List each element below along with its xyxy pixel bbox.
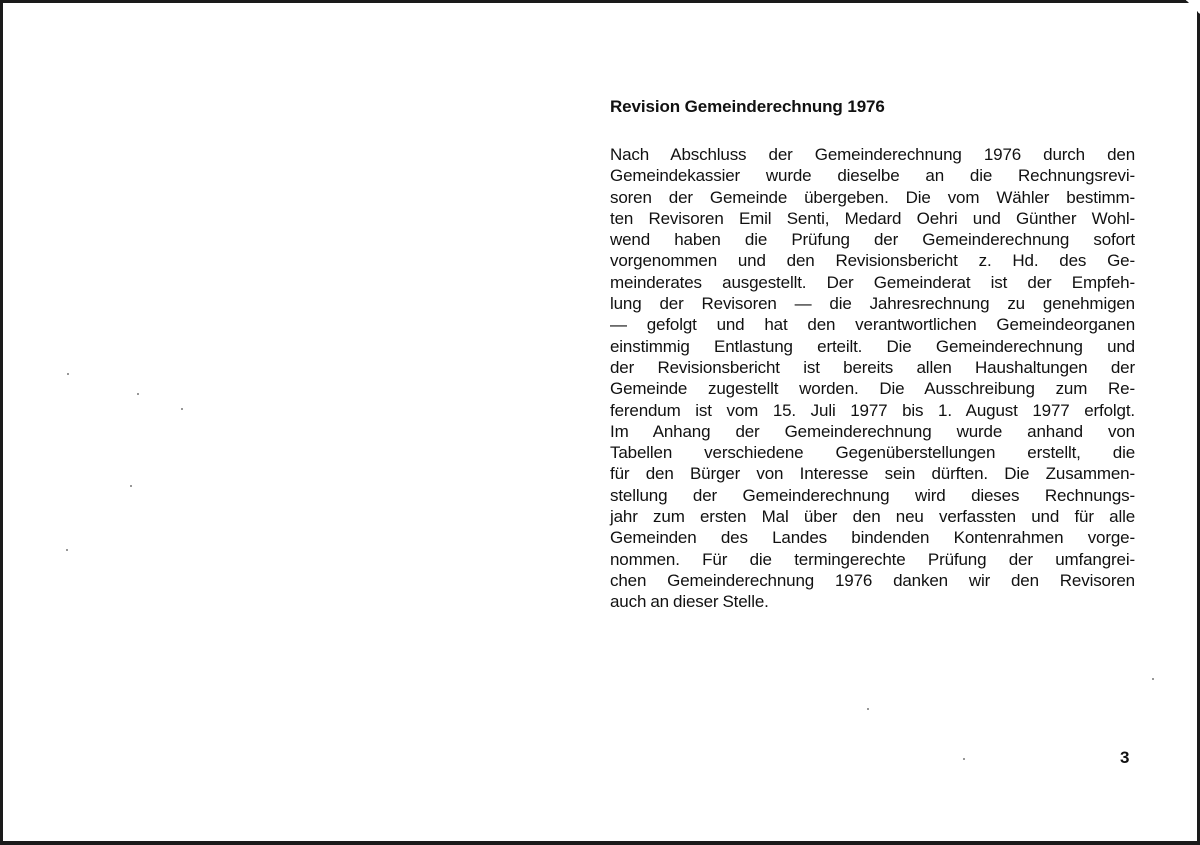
scan-speck	[67, 373, 69, 375]
body-line: wend haben die Prüfung der Gemeinderechnung sofort	[610, 230, 1135, 250]
body-line: nommen. Für die termingerechte Prüfung der umfangrei-	[610, 549, 1135, 569]
article-title: Revision Gemeinderechnung 1976	[610, 97, 885, 116]
body-line: auch an dieser Stelle.	[610, 592, 769, 612]
body-line: chen Gemeinderechnung 1976 danken wir den Revisoren	[610, 570, 1135, 590]
article	[610, 96, 1135, 613]
body-line: stellung der Gemeinderechnung wird dieses Rechnungs-	[610, 485, 1135, 505]
scan-speck	[1152, 678, 1154, 680]
page-number: 3	[1120, 748, 1130, 767]
body-line: Gemeinde zugestellt worden. Die Ausschreibung zum Re-	[610, 379, 1135, 399]
body-line: Gemeindekassier wurde dieselbe an die Rechnungsrevi-	[610, 166, 1135, 186]
body-line: meinderates ausgestellt. Der Gemeinderat ist der Empfeh-	[610, 272, 1135, 292]
scan-speck	[137, 393, 139, 395]
body-line: jahr zum ersten Mal über den neu verfassten und für alle	[610, 507, 1135, 527]
body-line: Tabellen verschiedene Gegenüberstellungen erstellt, die	[610, 443, 1135, 463]
scan-speck	[867, 708, 869, 710]
body-line: ten Revisoren Emil Senti, Medard Oehri und Günther Wohl-	[610, 208, 1135, 228]
body-line: Gemeinden des Landes bindenden Kontenrahmen vorge-	[610, 528, 1135, 548]
body-line: einstimmig Entlastung erteilt. Die Gemeinderechnung und	[610, 336, 1135, 356]
scan-speck	[66, 549, 68, 551]
body-line: lung der Revisoren — die Jahresrechnung zu genehmigen	[610, 294, 1135, 314]
body-line: Nach Abschluss der Gemeinderechnung 1976 durch den	[610, 145, 1135, 164]
body-line: der Revisionsbericht ist bereits allen Haushaltungen der	[610, 357, 1135, 377]
scan-speck	[130, 485, 132, 487]
body-line: — gefolgt und hat den verantwortlichen Gemeindeorganen	[610, 315, 1135, 335]
body-line: für den Bürger von Interesse sein dürften. Die Zusammen-	[610, 464, 1135, 484]
body-line: Im Anhang der Gemeinderechnung wurde anhand von	[610, 421, 1135, 441]
page-corner	[1186, 0, 1200, 14]
body-line: soren der Gemeinde übergeben. Die vom Wähler bestimm-	[610, 187, 1135, 207]
article-body	[610, 144, 1135, 613]
body-line: ferendum ist vom 15. Juli 1977 bis 1. August 1977 erfolgt.	[610, 400, 1135, 420]
scan-speck	[181, 408, 183, 410]
scan-speck	[963, 758, 965, 760]
body-line: vorgenommen und den Revisionsbericht z. Hd. des Ge-	[610, 251, 1135, 271]
